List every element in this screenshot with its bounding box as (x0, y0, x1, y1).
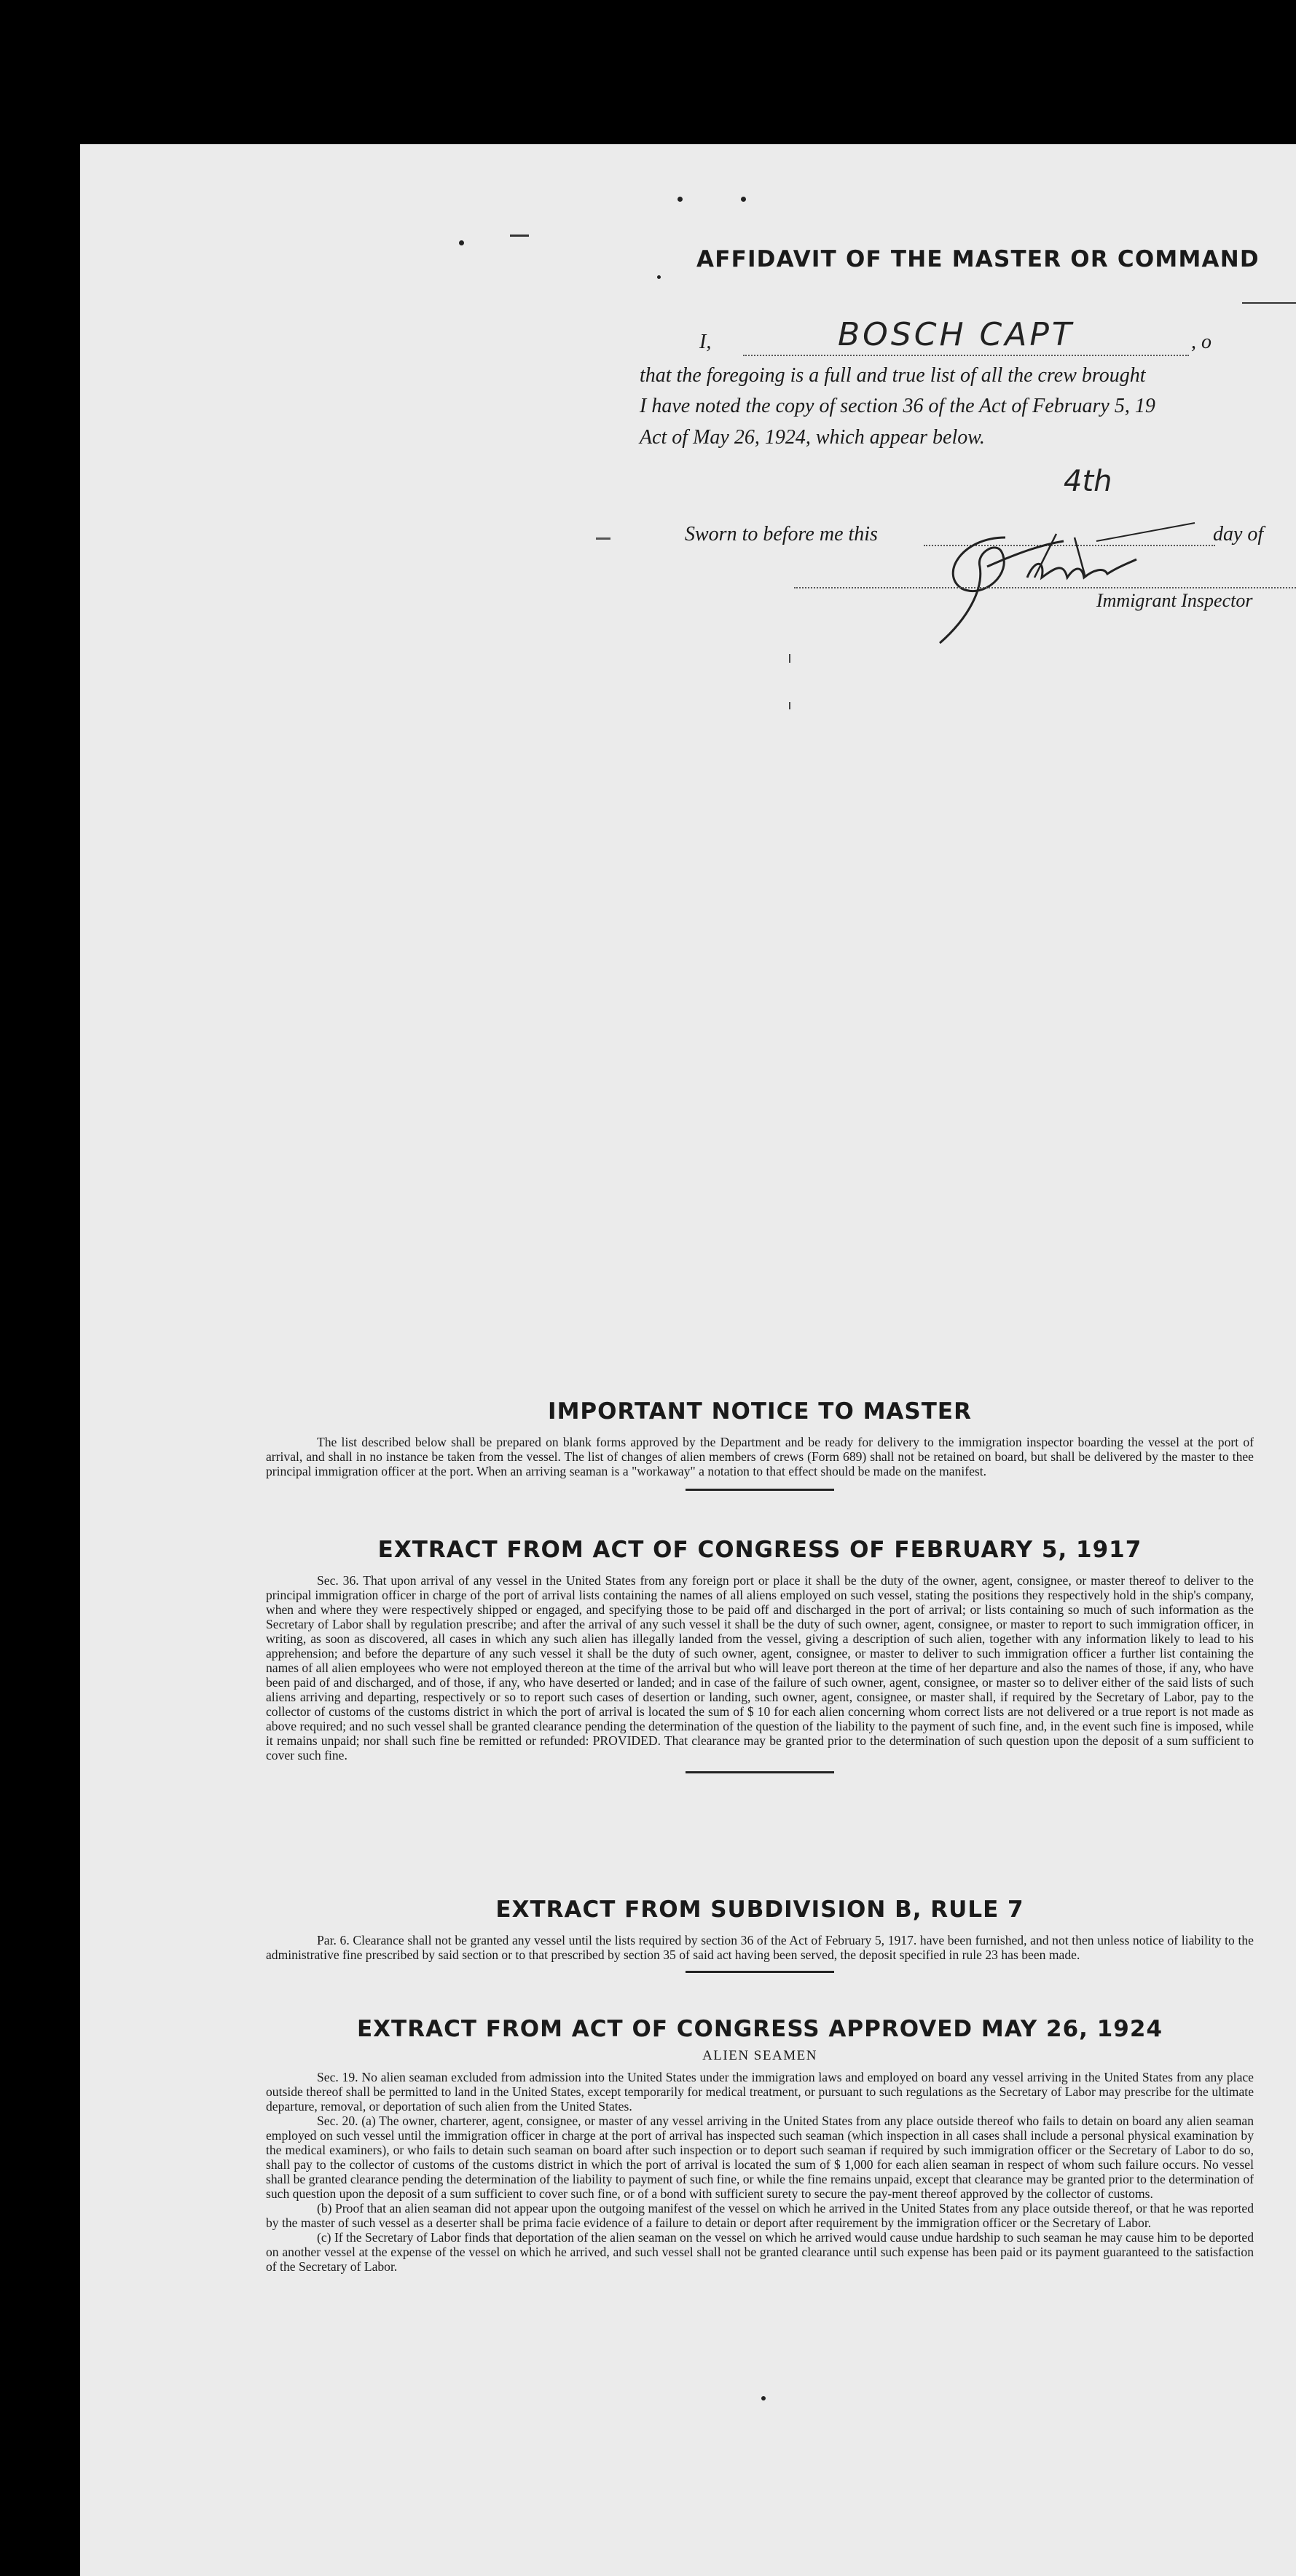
notice-section (266, 1398, 1254, 1491)
extract-1917-body: Sec. 36. That upon arrival of any vessel in the United States from any foreign port or place it shall be the duty of the owner, agent, consignee, or master thereof to deliver to the principal immigration officer in charge of the port of arrival lists containing the names of all aliens employed on such vessel, stating the positions they respectively hold in the ship's company, when and where they were respectively shipped or engaged, and specifying those to be paid off and discharged in the port of arrival; or lists containing so much of such information as the Secretary of Labor shall by regulation prescribe; and after the arrival of any such vessel it shall be the duty of such owner, agent, consignee, or master to report to such immigration officer, in writing, as soon as discovered, all cases in which any such alien has illegally landed from the vessel, giving a description of such alien, together with any information likely to lead to his apprehension; and before the departure of any such vessel it shall be the duty of such owner, agent, consignee, or master to deliver to such immigration officer a further list containing the names of all alien employees who were not employed thereon at the time of the arrival but who will leave port thereon at the time of her departure and also the names of those, if any, who have been paid of and discharged, and of those, if any, who have deserted or landed; and in case of the failure of such owner, agent, consignee, or master so to deliver either of the said lists of such aliens arriving and departing, respectively or so to report such cases of desertion or landing, such owner, agent, consignee, or master shall, if required by the Secretary of Labor, pay to the collector of customs of the customs district in which the port of arrival is located the sum of $ 10 for each alien concerning whom correct lists are not delivered or a true report is not made as above required; and no such vessel shall be granted clearance pending the determination of the question of the liability to the payment of such fine, and, in the event such fine is imposed, while it remains unpaid; nor shall such fine be remitted or refunded: PROVIDED. That clearance may be granted prior to the determination of such question upon the deposit of a sum sufficient to cover such fine. (266, 1573, 1254, 1762)
document-page (80, 144, 1296, 2576)
affidavit-line1-suffix: , o (1191, 331, 1211, 353)
rule7-section (266, 1896, 1254, 1973)
ink-speck (761, 2396, 766, 2400)
master-name-handwritten: BOSCH CAPT (838, 316, 1075, 353)
extract-1917-title: EXTRACT FROM ACT OF CONGRESS OF FEBRUARY 5, 1917 (377, 1537, 1142, 1563)
day-of-label: day of (1213, 523, 1264, 545)
section-rule (686, 1489, 834, 1491)
ink-speck (657, 275, 661, 279)
inspector-field-line (794, 587, 1296, 588)
section-rule (686, 1771, 834, 1773)
ink-speck (678, 197, 683, 202)
name-field-line (743, 355, 1189, 356)
sec20c-body: (c) If the Secretary of Labor finds that deportation of the alien seaman on the vessel on which he arrived would cause undue hardship to such seaman he may cause him to be deported on another vessel at the expense of the vessel on which he arrived, and such vessel shall not be granted clearance until such expense has been paid or its payment guaranteed to the satisfaction of the Secretary of Labor. (266, 2230, 1254, 2274)
affidavit-line4: Act of May 26, 1924, which appear below. (640, 426, 985, 449)
affidavit-i: I, (699, 331, 712, 353)
sworn-label: Sworn to before me this (685, 523, 878, 545)
extract-1917-section (266, 1537, 1254, 1773)
affidavit-line3: I have noted the copy of section 36 of the Act of February 5, 19 (640, 395, 1155, 417)
ink-mark (789, 654, 790, 663)
ink-speck (741, 197, 746, 202)
sec20a-body: Sec. 20. (a) The owner, charterer, agent, consignee, or master of any vessel arriving in the United States from any place outside thereof who fails to detain on board any alien seaman employed on such vessel until the immigration officer in charge at the port of arrival has inspected such seaman (which inspection in all cases shall include a personal physical examination by the medical examiners), or who fails to detain such seaman on board after such inspection or to deport such seaman if required by such immigration officer or the Secretary of Labor to do so, shall pay to the collector of customs of the customs district in which the port of arrival is located the sum of $ 1,000 for each alien seaman in respect of whom such failure occurs. No vessel shall be granted clearance pending the determination of the liability to payment of such fine, or while the fine remains unpaid, except that clearance may be granted prior to the determination of such question upon the deposit of a sum sufficient to cover such fine, or of a bond with sufficient surety to secure the pay-ment thereof approved by the collector of customs. (266, 2114, 1254, 2201)
ink-speck (459, 240, 464, 245)
inspector-signature (918, 508, 1209, 654)
notice-body: The list described below shall be prepared on blank forms approved by the Department and be ready for delivery to the immigration inspector boarding the vessel at the port of arrival, and shall in no instance be taken from the vessel. The list of changes of alien members of crews (Form 689) shall not be retained on board, but shall be delivered by the master to thee principal immigration officer at the port. When an arriving seaman is a "workaway" a notation to that effect should be made on the manifest. (266, 1435, 1254, 1478)
extract-1924-section (266, 2016, 1254, 2274)
rule7-body: Par. 6. Clearance shall not be granted any vessel until the lists required by section 36 of the Act of February 5, 1917. have been furnished, and not then unless notice of liability to the administrative fine prescribed by said section or to that prescribed by section 35 of said act having been served, the deposit specified in rule 23 has been made. (266, 1933, 1254, 1962)
section-rule (686, 1971, 834, 1973)
affidavit-title: AFFIDAVIT OF THE MASTER OR COMMAND (696, 246, 1260, 272)
ink-mark (596, 537, 610, 540)
notice-title: IMPORTANT NOTICE TO MASTER (548, 1398, 972, 1425)
sec19-body: Sec. 19. No alien seaman excluded from admission into the United States under the immigration laws and employed on board any vessel arriving in the United States from any place outside thereof shall be permitted to land in the United States, except temporarily for medical treatment, or pursuant to such regulations as the Secretary of Labor may prescribe for the ultimate departure, removal, or deportation of such alien from the United States. (266, 2070, 1254, 2114)
rule7-title: EXTRACT FROM SUBDIVISION B, RULE 7 (495, 1896, 1024, 1923)
sec20b-body: (b) Proof that an alien seaman did not appear upon the outgoing manifest of the vessel on which he arrived in the United States from any place outside thereof, or that he was reported by the master of such vessel as a deserter shall be prima facie evidence of a failure to detain or deport after requirement by the immigration officer or the Secretary of Labor. (266, 2201, 1254, 2230)
ink-mark (510, 235, 529, 237)
inspector-label: Immigrant Inspector (1096, 590, 1253, 611)
day-handwritten: 4th (1064, 465, 1112, 498)
alien-seamen-subtitle: ALIEN SEAMEN (702, 2048, 817, 2063)
extract-1924-title: EXTRACT FROM ACT OF CONGRESS APPROVED MAY 26, 1924 (356, 2016, 1163, 2042)
title-rule (1242, 302, 1296, 304)
ink-mark (789, 702, 790, 709)
affidavit-line2: that the foregoing is a full and true list of all the crew brought (640, 364, 1146, 387)
